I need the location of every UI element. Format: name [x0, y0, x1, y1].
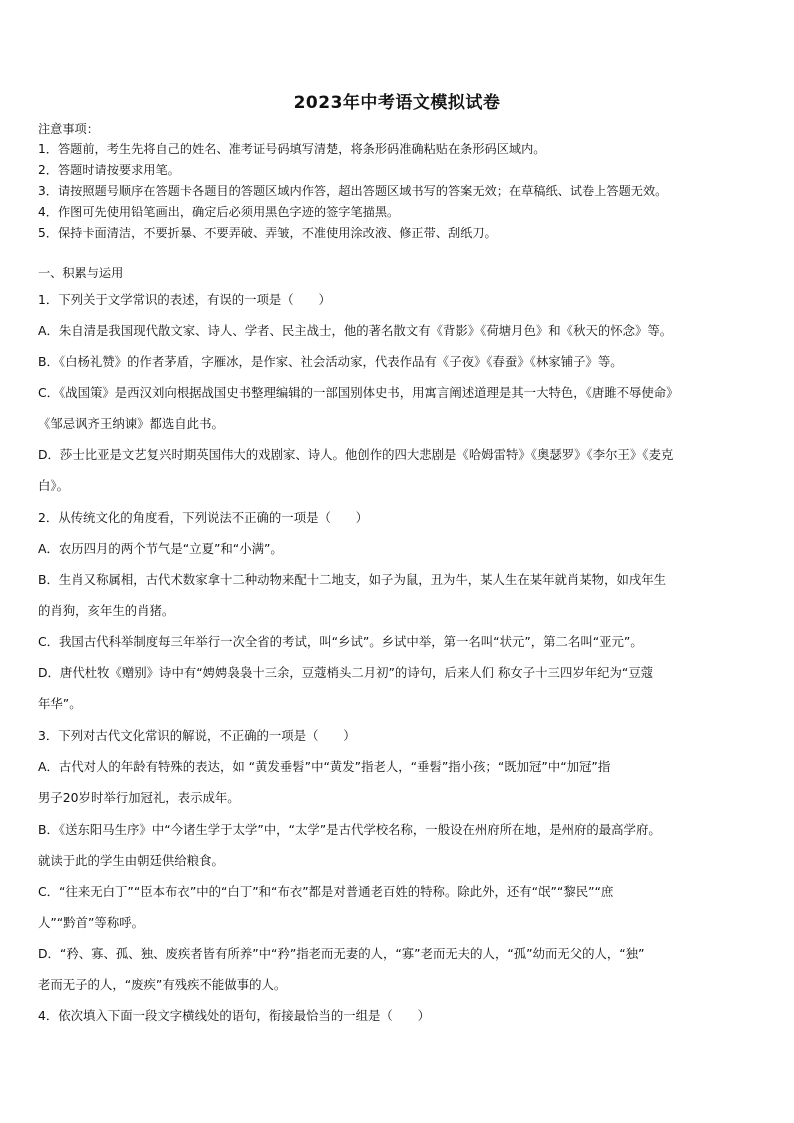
question-3-option-b-cont: 就读于此的学生由朝廷供给粮食。 — [38, 853, 224, 868]
question-1-option-c: C．《战国策》是西汉刘向根据战国史书整理编辑的一部国别体史书，用寓言阐述道理是其一大特色，《唐雎不辱使命》 — [38, 385, 679, 400]
question-3-option-d-cont: 老而无子的人，“废疾”有残疾不能做事的人。 — [38, 977, 287, 992]
question-3-stem: 3．下列对古代文化常识的解说，不正确的一项是（ ） — [38, 728, 356, 743]
question-2-option-d-cont: 年华”。 — [38, 696, 82, 711]
notice-heading: 注意事项： — [38, 122, 99, 136]
question-1-option-d-cont: 白》。 — [38, 478, 69, 493]
notice-item-2: 2．答题时请按要求用笔。 — [38, 163, 180, 177]
question-3-option-d: D．“矜、寡、孤、独、废疾者皆有所养”中“矜”指老而无妻的人，“寡”老而无夫的人，“孤”幼而无父的人，“独” — [38, 946, 645, 961]
question-2-option-d: D．唐代杜牧《赠别》诗中有“娉娉袅袅十三余，豆蔻梢头二月初”的诗句，后来人们 称女子十三四岁年纪为“豆蔻 — [38, 665, 654, 680]
question-2-stem: 2．从传统文化的角度看，下列说法不正确的一项是（ ） — [38, 510, 369, 525]
notice-item-4: 4．作图可先使用铅笔画出，确定后必须用黑色字迹的签字笔描黑。 — [38, 205, 400, 219]
question-1-option-a: A．朱自清是我国现代散文家、诗人、学者、民主战士，他的著名散文有《背影》《荷塘月色》和《秋天的怀念》等。 — [38, 323, 673, 338]
notice-item-3: 3．请按照题号顺序在答题卡各题目的答题区域内作答，超出答题区域书写的答案无效；在草稿纸、试卷上答题无效。 — [38, 184, 668, 198]
section-heading: 一、积累与运用 — [38, 266, 124, 280]
question-3-option-a: A．古代对人的年龄有特殊的表达，如 “黄发垂髫”中“黄发”指老人，“垂髫”指小孩；“既加冠”中“加冠”指 — [38, 759, 611, 774]
question-4-stem: 4．依次填入下面一段文字横线处的语句，衔接最恰当的一组是（ ） — [38, 1008, 430, 1023]
question-1-stem: 1．下列关于文学常识的表述，有误的一项是（ ） — [38, 292, 331, 307]
notice-item-1: 1．答题前，考生先将自己的姓名、准考证号码填写清楚，将条形码准确粘贴在条形码区域内。 — [38, 142, 546, 156]
question-1-option-b: B．《白杨礼赞》的作者茅盾，字雁冰，是作家、社会活动家，代表作品有《子夜》《春蚕》《林家铺子》等。 — [38, 354, 623, 369]
question-2-option-b-cont: 的肖狗，亥年生的肖猪。 — [38, 603, 175, 618]
question-2-option-b: B．生肖又称属相，古代术数家拿十二种动物来配十二地支，如子为鼠，丑为牛，某人生在某年就肖某物，如戌年生 — [38, 572, 667, 587]
question-3-option-b: B．《送东阳马生序》中“今诸生学于太学”中，“太学”是古代学校名称，一般设在州府所在地，是州府的最高学府。 — [38, 822, 661, 837]
question-3-option-c-cont: 人”“黔首”等称呼。 — [38, 915, 144, 930]
question-1-option-c-cont: 《邹忌讽齐王纳谏》都选自此书。 — [38, 416, 224, 431]
question-3-option-a-cont: 男子20岁时举行加冠礼，表示成年。 — [38, 790, 240, 805]
question-1-option-d: D．莎士比亚是文艺复兴时期英国伟大的戏剧家、诗人。他创作的四大悲剧是《哈姆雷特》《奥瑟罗》《李尔王》《麦克 — [38, 447, 674, 462]
notice-item-5: 5．保持卡面清洁，不要折暴、不要弄破、弄皱，不准使用涂改液、修正带、刮纸刀。 — [38, 226, 497, 240]
question-2-option-c: C．我国古代科举制度每三年举行一次全省的考试，叫“乡试”。乡试中举，第一名叫“状元”，第二名叫“亚元”。 — [38, 634, 643, 649]
question-2-option-a: A．农历四月的两个节气是“立夏”和“小满”。 — [38, 541, 283, 556]
page-title: 2023年中考语文模拟试卷 — [293, 93, 501, 113]
question-3-option-c: C．“往来无白丁”“臣本布衣”中的“白丁”和“布衣”都是对普通老百姓的特称。除此外，还有“氓”“黎民”“庶 — [38, 884, 614, 899]
